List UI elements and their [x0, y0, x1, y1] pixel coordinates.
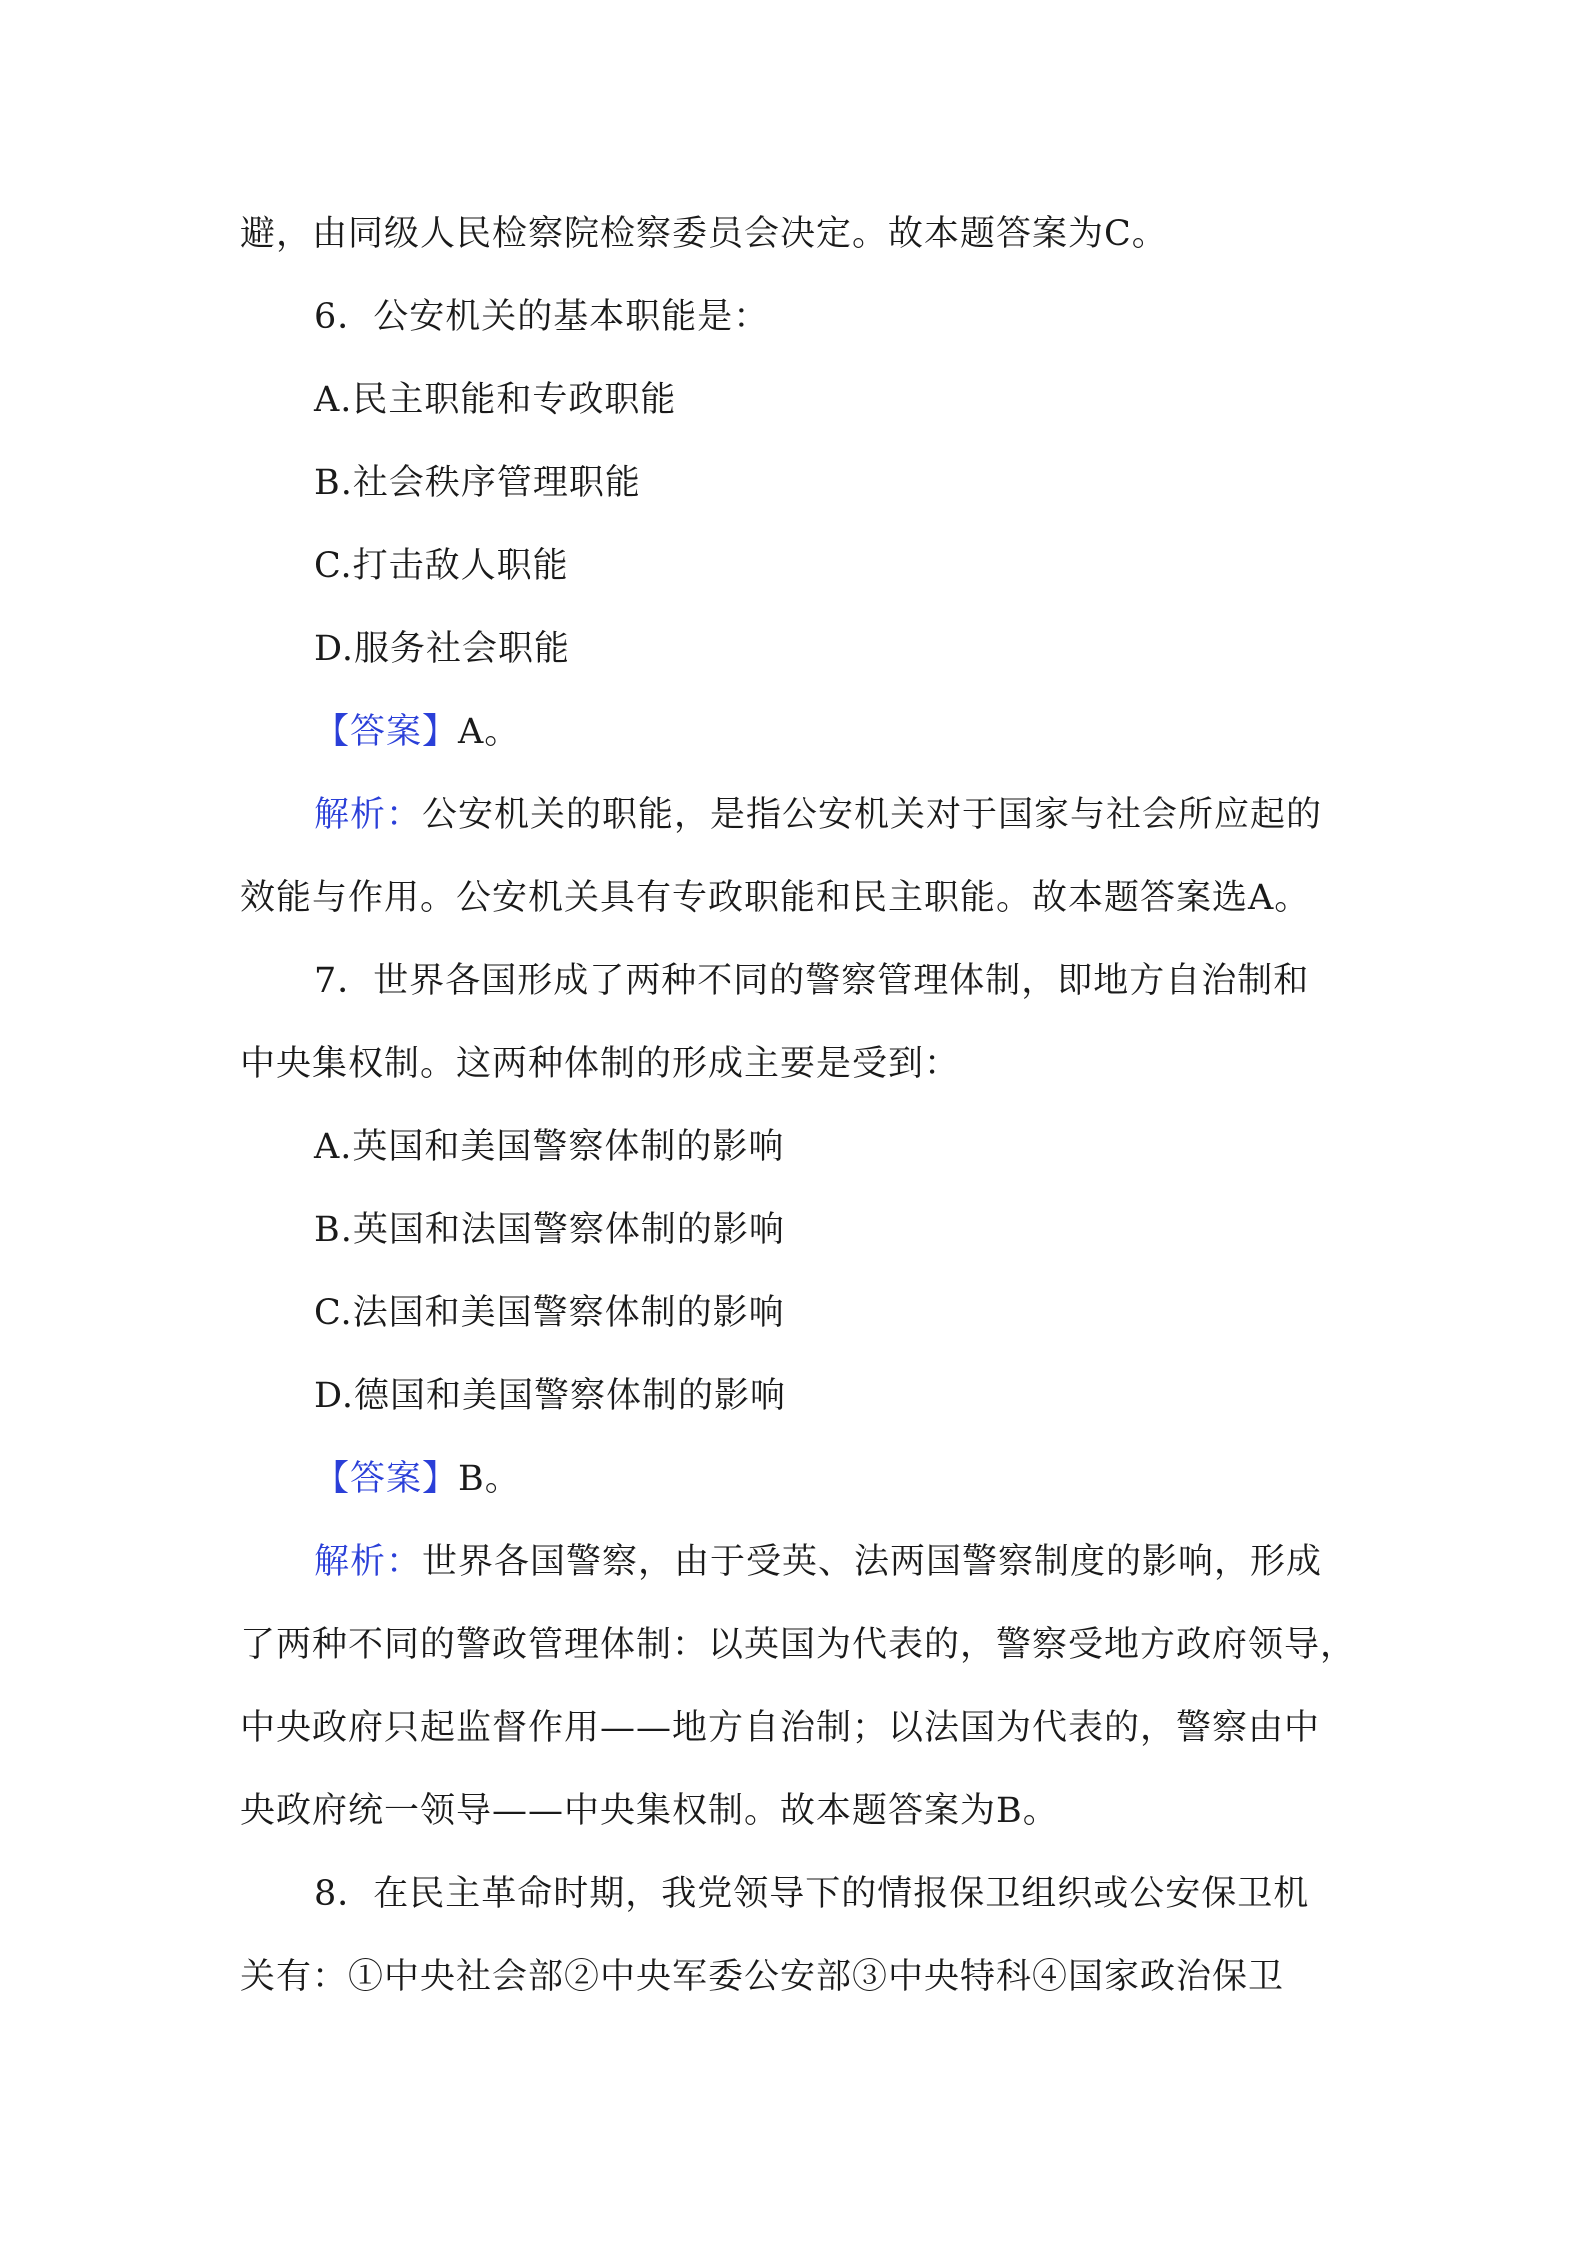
- question-6-explanation: [314, 793, 1350, 837]
- question-6-stem: 6．公安机关的基本职能是：: [314, 297, 770, 337]
- question-7-option-a: A.英国和美国警察体制的影响: [314, 1127, 785, 1167]
- question-7-option-d: D.德国和美国警察体制的影响: [314, 1376, 786, 1416]
- paragraph-line: 关有：①中央社会部②中央军委公安部③中央特科④国家政治保卫: [240, 1957, 1285, 1997]
- question-6-option-a: A.民主职能和专政职能: [314, 380, 677, 420]
- paragraph-line: 效能与作用。公安机关具有专政职能和民主职能。故本题答案选A。: [240, 878, 1311, 918]
- paragraph-line: 中央政府只起监督作用——地方自治制；以法国为代表的，警察由中: [240, 1708, 1321, 1748]
- question-6-option-d: D.服务社会职能: [314, 629, 570, 669]
- answer-value: B。: [458, 1459, 521, 1499]
- question-7-answer: [314, 1457, 1350, 1501]
- answer-label: 【答案】: [314, 1459, 459, 1499]
- question-7-option-c: C.法国和美国警察体制的影响: [314, 1293, 785, 1333]
- question-6-option-c: C.打击敌人职能: [314, 546, 569, 586]
- paragraph-line: 了两种不同的警政管理体制：以英国为代表的，警察受地方政府领导，: [240, 1625, 1357, 1665]
- explanation-text: 公安机关的职能，是指公安机关对于国家与社会所应起的: [422, 795, 1323, 835]
- question-6-option-b: B.社会秩序管理职能: [314, 463, 641, 503]
- explanation-label: 解析：: [314, 795, 423, 835]
- question-7-option-b: B.英国和法国警察体制的影响: [314, 1210, 785, 1250]
- explanation-label: 解析：: [314, 1542, 423, 1582]
- question-6-answer: [314, 710, 1350, 754]
- paragraph-line: 中央集权制。这两种体制的形成主要是受到：: [240, 1044, 961, 1084]
- explanation-text: 世界各国警察，由于受英、法两国警察制度的影响，形成: [422, 1542, 1323, 1582]
- question-8-stem: 8．在民主革命时期，我党领导下的情报保卫组织或公安保卫机: [314, 1874, 1310, 1914]
- paragraph-line: 央政府统一领导——中央集权制。故本题答案为B。: [240, 1791, 1059, 1831]
- paragraph-line: 避，由同级人民检察院检察委员会决定。故本题答案为C。: [240, 214, 1168, 254]
- question-7-explanation: [314, 1540, 1350, 1584]
- question-7-stem: 7．世界各国形成了两种不同的警察管理体制，即地方自治制和: [314, 961, 1310, 1001]
- answer-label: 【答案】: [314, 712, 459, 752]
- answer-value: A。: [458, 712, 521, 752]
